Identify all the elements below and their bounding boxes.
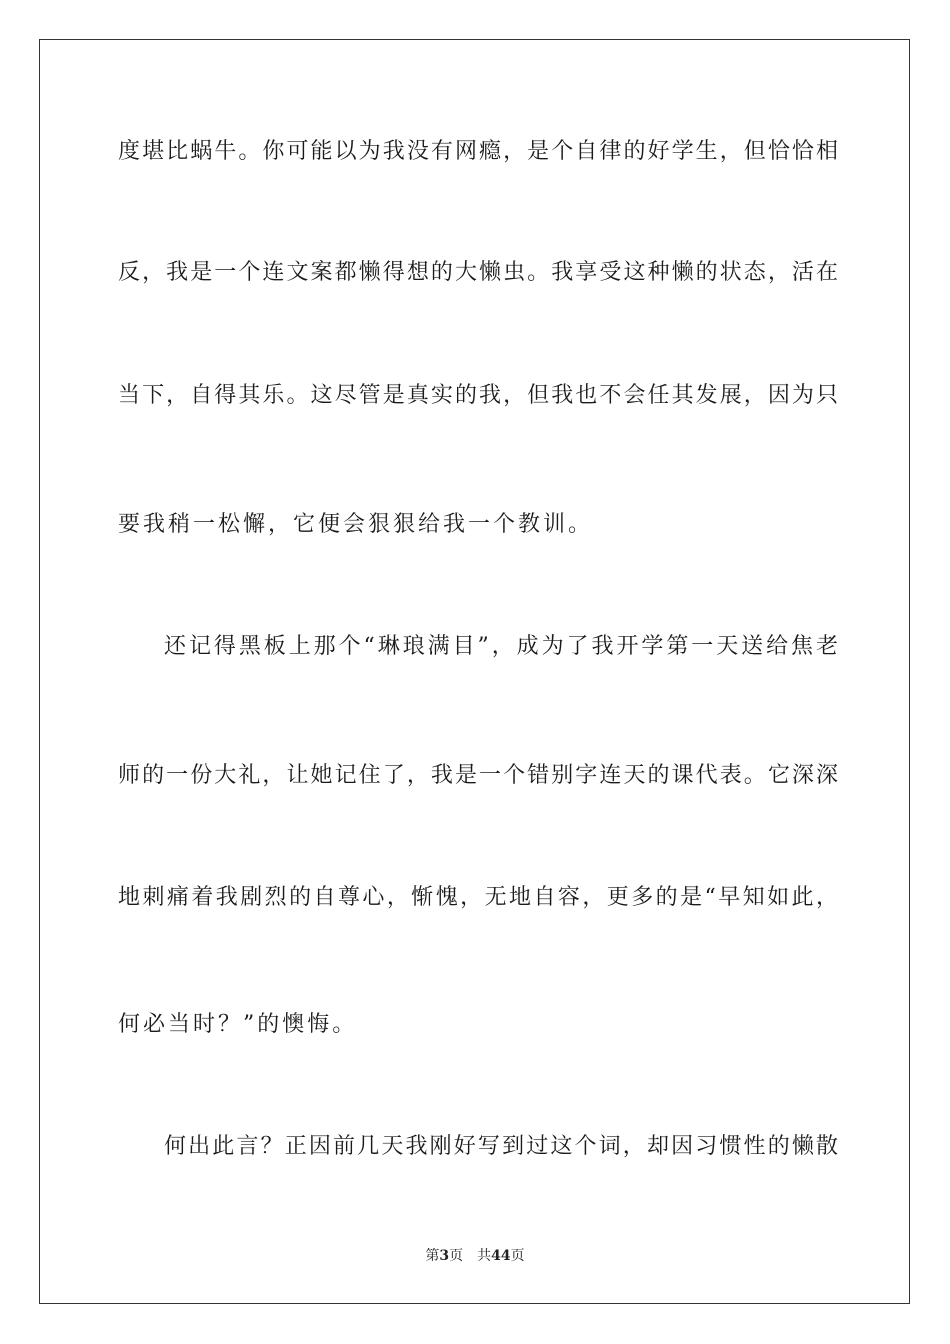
- current-page-number: 3: [439, 1248, 450, 1264]
- text-line-2: 反，我是一个连文案都懒得想的大懒虫。我享受这种懒的状态，活在: [118, 260, 838, 285]
- total-page-number: 44: [491, 1248, 511, 1264]
- text-line-3: 当下，自得其乐。这尽管是真实的我，但我也不会任其发展，因为只: [118, 383, 838, 408]
- page-border: [39, 39, 910, 1304]
- text-line-4: 要我稍一松懈，它便会狠狠给我一个教训。: [118, 512, 594, 537]
- text-line-1: 度堪比蜗牛。你可能以为我没有网瘾，是个自律的好学生，但恰恰相: [118, 139, 838, 164]
- text-line-6: 师的一份大礼，让她记住了，我是一个错别字连天的课代表。它深深: [118, 763, 838, 788]
- page-suffix: 页: [449, 1248, 464, 1264]
- page-prefix: 第: [425, 1248, 440, 1264]
- text-line-8: 何必当时？”的懊悔。: [118, 1012, 358, 1037]
- text-line-7: 地刺痛着我剧烈的自尊心，惭愧，无地自容，更多的是“早知如此，: [118, 885, 838, 910]
- page-footer: [0, 1247, 950, 1265]
- text-line-5: 还记得黑板上那个“琳琅满目”，成为了我开学第一天送给焦老: [164, 634, 838, 659]
- total-prefix: 共: [477, 1248, 492, 1264]
- total-suffix: 页: [510, 1248, 525, 1264]
- text-line-9: 何出此言？正因前几天我刚好写到过这个词，却因习惯性的懒散: [164, 1134, 838, 1159]
